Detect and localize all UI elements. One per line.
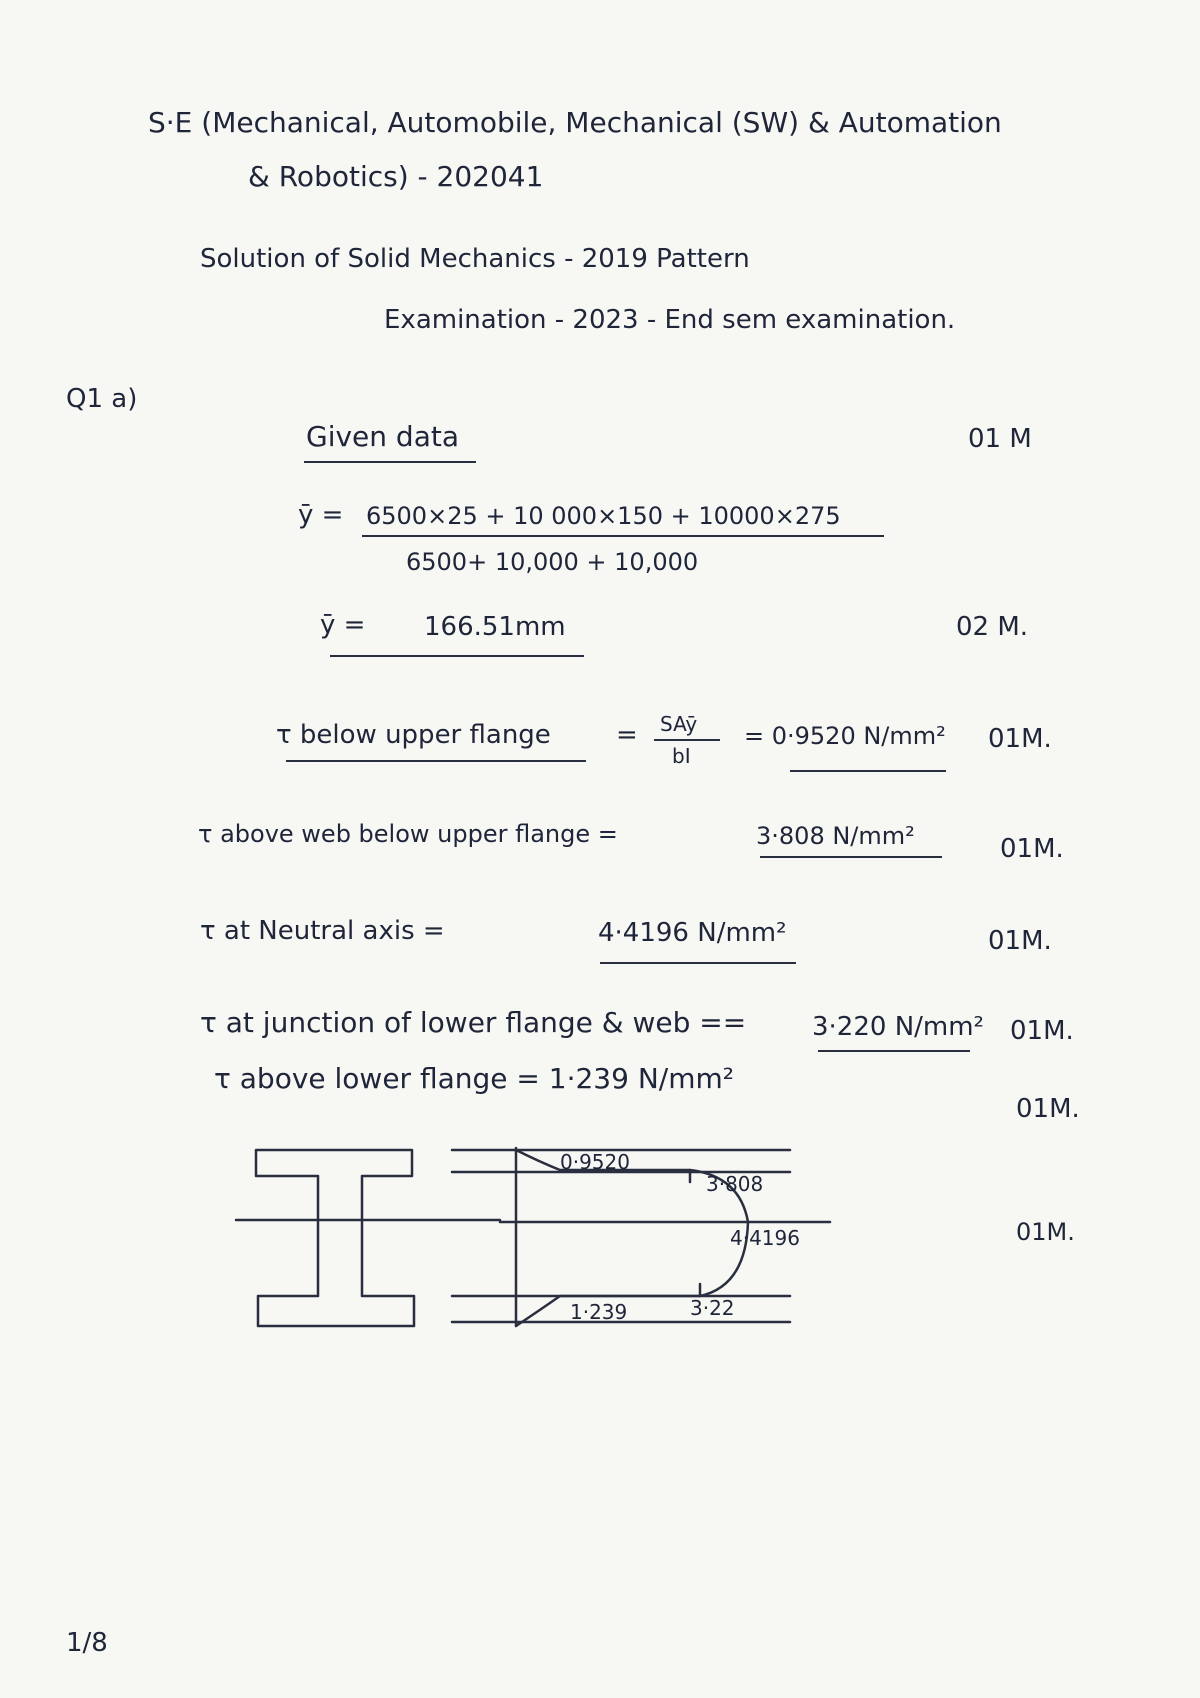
shear-row4-marks: 01M. xyxy=(1010,1016,1074,1046)
ybar-result-symbol: ȳ = xyxy=(320,610,366,640)
diagram-marks: 01M. xyxy=(1016,1218,1075,1246)
diagram-label-1239: 1·239 xyxy=(570,1300,628,1324)
header-line-1: S·E (Mechanical, Automobile, Mechanical (SW) & Automation xyxy=(148,106,1002,139)
shear-below-upper-flange-label: τ below upper flange xyxy=(276,720,551,750)
shear-row5-marks: 01M. xyxy=(1016,1094,1080,1124)
given-data-label: Given data xyxy=(306,420,459,453)
shear-row1-eq: = xyxy=(616,720,638,750)
shear-row1-marks: 01M. xyxy=(988,724,1052,754)
shear-row1-value: = 0·9520 N/mm² xyxy=(744,722,946,750)
shear-row4-value: 3·220 N/mm² xyxy=(812,1012,984,1042)
ybar-denominator: 6500+ 10,000 + 10,000 xyxy=(406,548,699,576)
question-label: Q1 a) xyxy=(66,384,138,414)
given-data-marks: 01 M xyxy=(968,424,1032,454)
ybar-numerator: 6500×25 + 10 000×150 + 10000×275 xyxy=(366,502,841,530)
diagram-ticks xyxy=(690,1170,700,1296)
diagram-label-44196: 4·4196 xyxy=(730,1226,800,1250)
shear-junction-label: τ at junction of lower flange & web == xyxy=(200,1006,747,1039)
shear-formula-numerator: SAȳ xyxy=(660,712,698,736)
ybar-result-value: 166.51mm xyxy=(424,612,566,642)
page-number: 1/8 xyxy=(66,1628,108,1658)
shear-row3-value: 4·4196 N/mm² xyxy=(598,918,787,948)
shear-above-lower-flange-label: τ above lower flange = 1·239 N/mm² xyxy=(214,1062,734,1095)
i-section-outline xyxy=(256,1150,414,1326)
header-line-3: Solution of Solid Mechanics - 2019 Pattern xyxy=(200,244,750,274)
diagram-label-322: 3·22 xyxy=(690,1296,735,1320)
shear-row3-marks: 01M. xyxy=(988,926,1052,956)
ybar-marks: 02 M. xyxy=(956,612,1029,642)
ybar-symbol: ȳ = xyxy=(298,500,344,530)
header-line-4: Examination - 2023 - End sem examination. xyxy=(384,305,956,335)
shear-row2-marks: 01M. xyxy=(1000,834,1064,864)
shear-row2-value: 3·808 N/mm² xyxy=(756,822,915,850)
shear-neutral-axis-label: τ at Neutral axis = xyxy=(200,916,445,946)
shear-above-web-label: τ above web below upper flange = xyxy=(198,820,618,848)
shear-formula-denominator: bI xyxy=(672,744,691,768)
header-line-2: & Robotics) - 202041 xyxy=(248,160,544,193)
diagram-label-0952: 0·9520 xyxy=(560,1150,630,1174)
diagram-label-3808: 3·808 xyxy=(706,1172,764,1196)
